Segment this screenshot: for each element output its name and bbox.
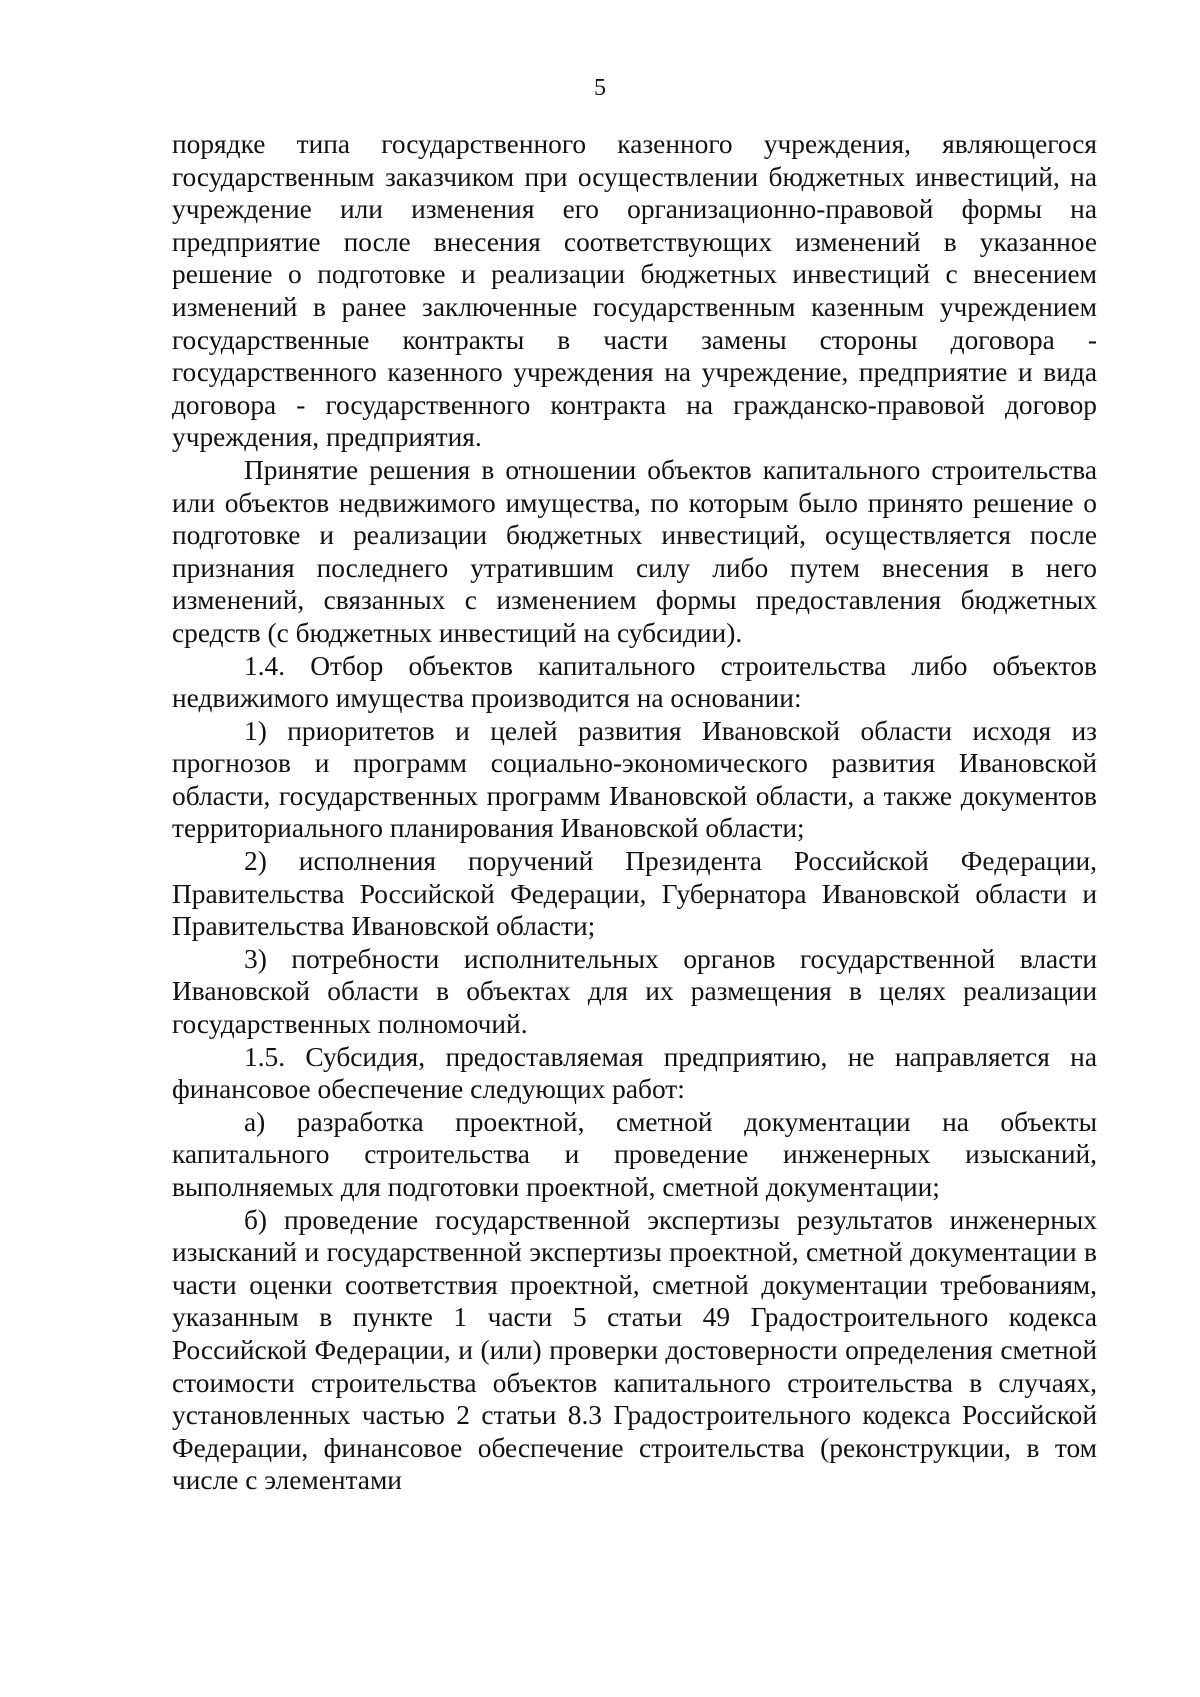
page-number: 5 — [594, 75, 606, 101]
paragraph: Принятие решения в отношении объектов капитального строительства или объектов недвижимого имущества, по которым было принято решение о подготовке и реализации бюджетных инвестиций, осуществляется после признания последнего утратившим силу либо путем внесения в него изменений, связанных с изменением формы предоставления бюджетных средств (с бюджетных инвестиций на субсидии). — [172, 454, 1097, 648]
list-item: 3) потребности исполнительных органов государственной власти Ивановской области в объектах для их размещения в целях реализации государственных полномочий. — [172, 943, 1097, 1040]
paragraph: 1.5. Субсидия, предоставляемая предприятию, не направляется на финансовое обеспечение следующих работ: — [172, 1041, 1097, 1105]
list-item: 2) исполнения поручений Президента Российской Федерации, Правительства Российской Федерации, Губернатора Ивановской области и Правительства Ивановской области; — [172, 846, 1097, 942]
paragraph: 1.4. Отбор объектов капитального строительства либо объектов недвижимого имущества производится на основании: — [172, 650, 1097, 714]
list-item: 1) приоритетов и целей развития Ивановской области исходя из прогнозов и программ социально-экономического развития Ивановской области, государственных программ Ивановской области, а также документов территориального планирования Ивановской области; — [172, 715, 1097, 844]
list-item: б) проведение государственной экспертизы результатов инженерных изысканий и государственной экспертизы проектной, сметной документации в части оценки соответствия проектной, сметной документации требованиям, указанным в пункте 1 части 5 статьи 49 Градостроительного кодекса Российской Федерации, и (или) проверки достоверности определения сметной стоимости строительства объектов капитального строительства в случаях, установленных частью 2 статьи 8.3 Градостроительного кодекса Российской Федерации, финансовое обеспечение строительства (реконструкции, в том числе с элементами — [172, 1204, 1097, 1496]
document-body — [172, 128, 1097, 1497]
paragraph: порядке типа государственного казенного учреждения, являющегося государственным заказчиком при осуществлении бюджетных инвестиций, на учреждение или изменения его организационно-правовой формы на предприятие после внесения соответствующих изменений в указанное решение о подготовке и реализации бюджетных инвестиций с внесением изменений в ранее заключенные государственным казенным учреждением государственные контракты в части замены стороны договора - государственного казенного учреждения на учреждение, предприятие и вида договора - государственного контракта на гражданско-правовой договор учреждения, предприятия. — [172, 129, 1097, 453]
list-item: а) разработка проектной, сметной документации на объекты капитального строительства и проведение инженерных изысканий, выполняемых для подготовки проектной, сметной документации; — [172, 1106, 1097, 1202]
